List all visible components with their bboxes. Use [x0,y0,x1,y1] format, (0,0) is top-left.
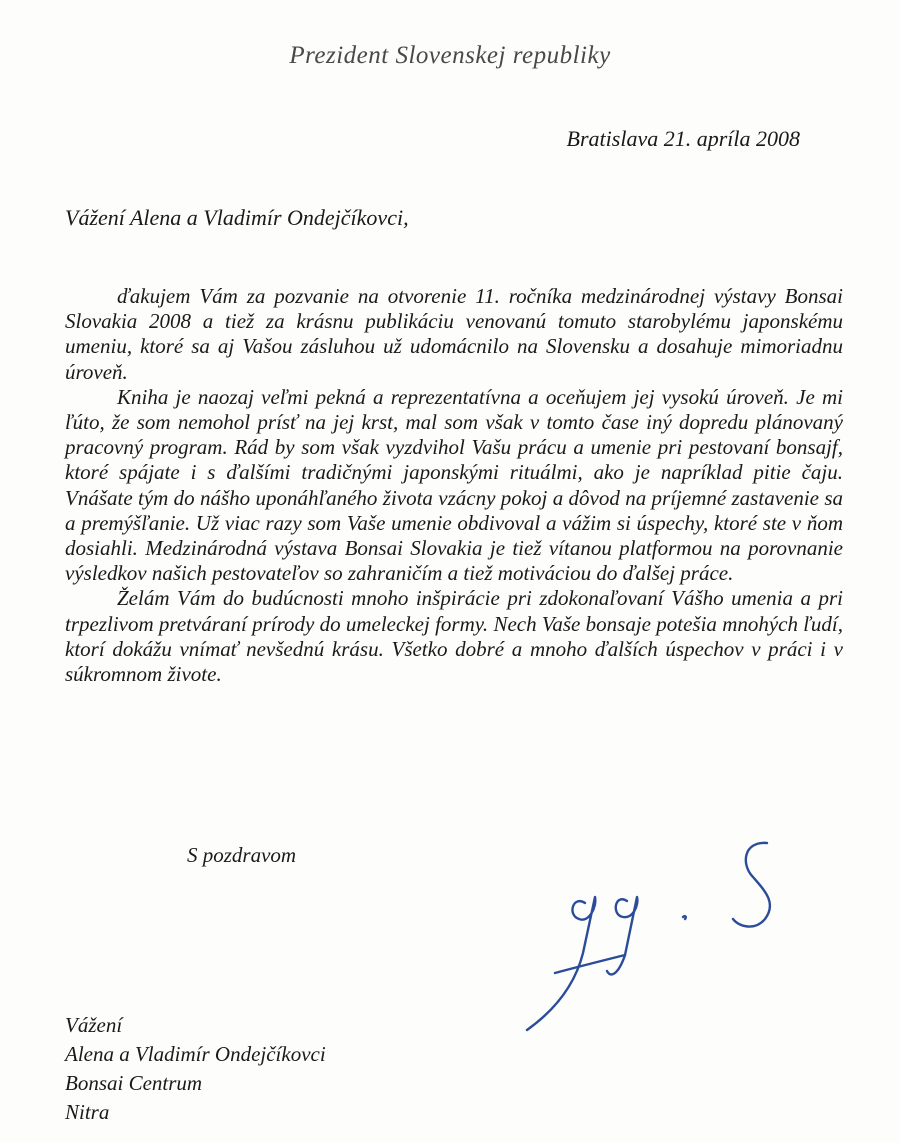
letter-body [65,284,843,687]
letterhead-title: Prezident Slovenskej republiky [289,42,611,69]
address-line: Nitra [65,1100,110,1124]
signature-icon [515,835,785,1040]
address-line: Alena a Vladimír Ondejčíkovci [65,1042,326,1066]
salutation: Vážení Alena a Vladimír Ondejčíkovci, [65,205,409,230]
paragraph-3: Želám Vám do budúcnosti mnoho inšpirácie pri zdokonaľovaní Vášho umenia a pri trpezlivom pretváraní prírody do umeleckej formy. Nech Vaše bonsaje potešia mnohých ľudí, ktorí dokážu vnímať nevšednú krásu. Všetko dobré a mnoho ďalších úspechov v práci i v súkromnom živote. [65,586,843,687]
recipient-address [65,1011,326,1127]
address-line: Vážení [65,1013,123,1037]
paragraph-1: ďakujem Vám za pozvanie na otvorenie 11. ročníka medzinárodnej výstavy Bonsai Slovakia 2008 a tiež za krásnu publikáciu venovanú tomuto starobylému japonskému umeniu, ktoré sa aj Vašou zásluhou už udomácnilo na Slovensku a dosahuje mimoriadnu úroveň. [65,284,843,384]
paragraph-2: Kniha je naozaj veľmi pekná a reprezentatívna a oceňujem jej vysokú úroveň. Je mi ľúto, že som nemohol prísť na jej krst, mal som však v tomto čase iný dopredu plánovaný pracovný program. Rád by som však vyzdvihol Vašu prácu a umenie pri pestovaní bonsajf, ktoré spájate i s ďalšími tradičnými japonskými rituálmi, ako je napríklad pitie čaju. Vnášate tým do nášho uponáhľaného života vzácny pokoj a dôvod na príjemné zastavenie sa a premýšľanie. Už viac razy som Vaše umenie obdivoval a vážim si úspechy, ktoré ste v ňom dosiahli. Medzinárodná výstava Bonsai Slovakia je tiež vítanou platformou na porovnanie výsledkov našich pestovateľov so zahraničím a tiež motiváciou do ďalšej práce. [65,384,843,586]
closing: S pozdravom [187,843,297,867]
address-line: Bonsai Centrum [65,1071,203,1095]
letter-date: Bratislava 21. apríla 2008 [566,126,800,151]
